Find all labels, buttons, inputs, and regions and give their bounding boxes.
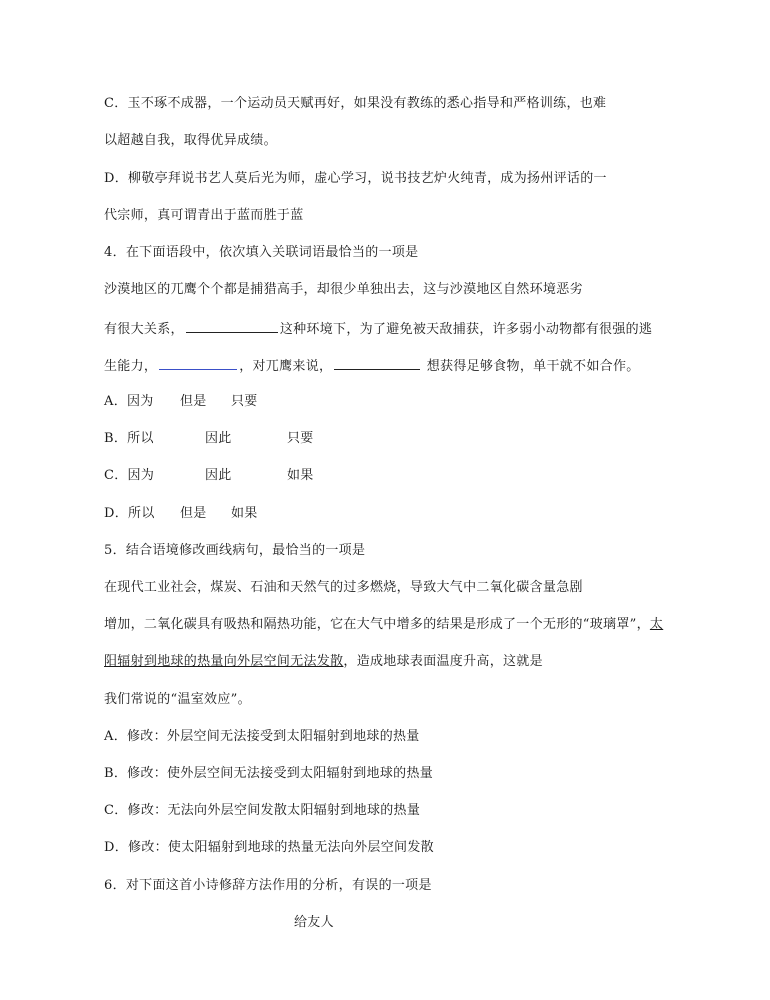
q4-blank-2 (159, 357, 237, 370)
q4-option-d: D．所以 但是 如果 (104, 506, 258, 521)
q5-underlined-start: 太 (649, 617, 664, 632)
q3-option-c-line2: 以超越自我，取得优异成绩。 (104, 133, 277, 148)
q4-passage-line1: 沙漠地区的兀鹰个个都是捕猎高手，却很少单独出去，这与沙漠地区自然环境恶劣 (104, 282, 583, 297)
q4-passage-line2 (104, 320, 652, 338)
q4-passage-line3-start: 生能力， (104, 359, 158, 374)
q5-underlined-sentence: 阳辐射到地球的热量向外层空间无法发散 (104, 654, 344, 669)
q5-option-a: A．修改：外层空间无法接受到太阳辐射到地球的热量 (104, 729, 420, 744)
q4-option-c: C．因为 因此 如果 (104, 468, 314, 483)
q4-stem: 4．在下面语段中，依次填入关联词语最恰当的一项是 (104, 245, 419, 260)
q4-passage-line2-end: 这种环境下，为了避免被天敌捕获，许多弱小动物都有很强的逃 (279, 322, 653, 337)
q5-passage-line1: 在现代工业社会，煤炭、石油和天然气的过多燃烧，导致大气中二氧化碳含量急剧 (104, 580, 583, 595)
q4-passage-line3-mid: ，对兀鹰来说， (239, 359, 333, 374)
q5-option-b: B．修改：使外层空间无法接受到太阳辐射到地球的热量 (104, 766, 434, 781)
q3-option-d-line1: D．柳敬亭拜说书艺人莫后光为师，虚心学习，说书技艺炉火纯青，成为扬州评话的一 (104, 171, 607, 186)
q4-blank-1 (186, 320, 278, 333)
q3-option-c-line1: C．玉不琢不成器，一个运动员天赋再好，如果没有教练的悉心指导和严格训练，也难 (104, 96, 607, 111)
q4-passage-line3 (104, 357, 640, 375)
q6-poem-title: 给友人 (294, 915, 334, 930)
q4-passage-line2-start: 有很大关系， (104, 322, 184, 337)
q4-passage-line3-end: 想获得足够食物，单干就不如合作。 (422, 359, 640, 374)
q4-blank-3 (334, 357, 420, 370)
q5-passage-line4: 我们常说的“温室效应”。 (104, 692, 251, 707)
q4-option-b: B．所以 因此 只要 (104, 431, 314, 446)
q5-passage-line3: 阳辐射到地球的热量向外层空间无法发散，造成地球表面温度升高，这就是 (104, 654, 543, 669)
q5-passage-line2: 增加，二氧化碳具有吸热和隔热功能，它在大气中增多的结果是形成了一个无形的“玻璃罩”，太 (104, 617, 664, 632)
q5-option-c: C．修改：无法向外层空间发散太阳辐射到地球的热量 (104, 803, 421, 818)
q3-option-d-line2: 代宗师，真可谓青出于蓝而胜于蓝 (104, 208, 304, 223)
q4-option-a: A．因为 但是 只要 (104, 394, 258, 409)
q6-stem: 6．对下面这首小诗修辞方法作用的分析，有误的一项是 (104, 878, 432, 893)
q5-option-d: D．修改：使太阳辐射到地球的热量无法向外层空间发散 (104, 840, 434, 855)
q5-stem: 5．结合语境修改画线病句，最恰当的一项是 (104, 543, 366, 558)
